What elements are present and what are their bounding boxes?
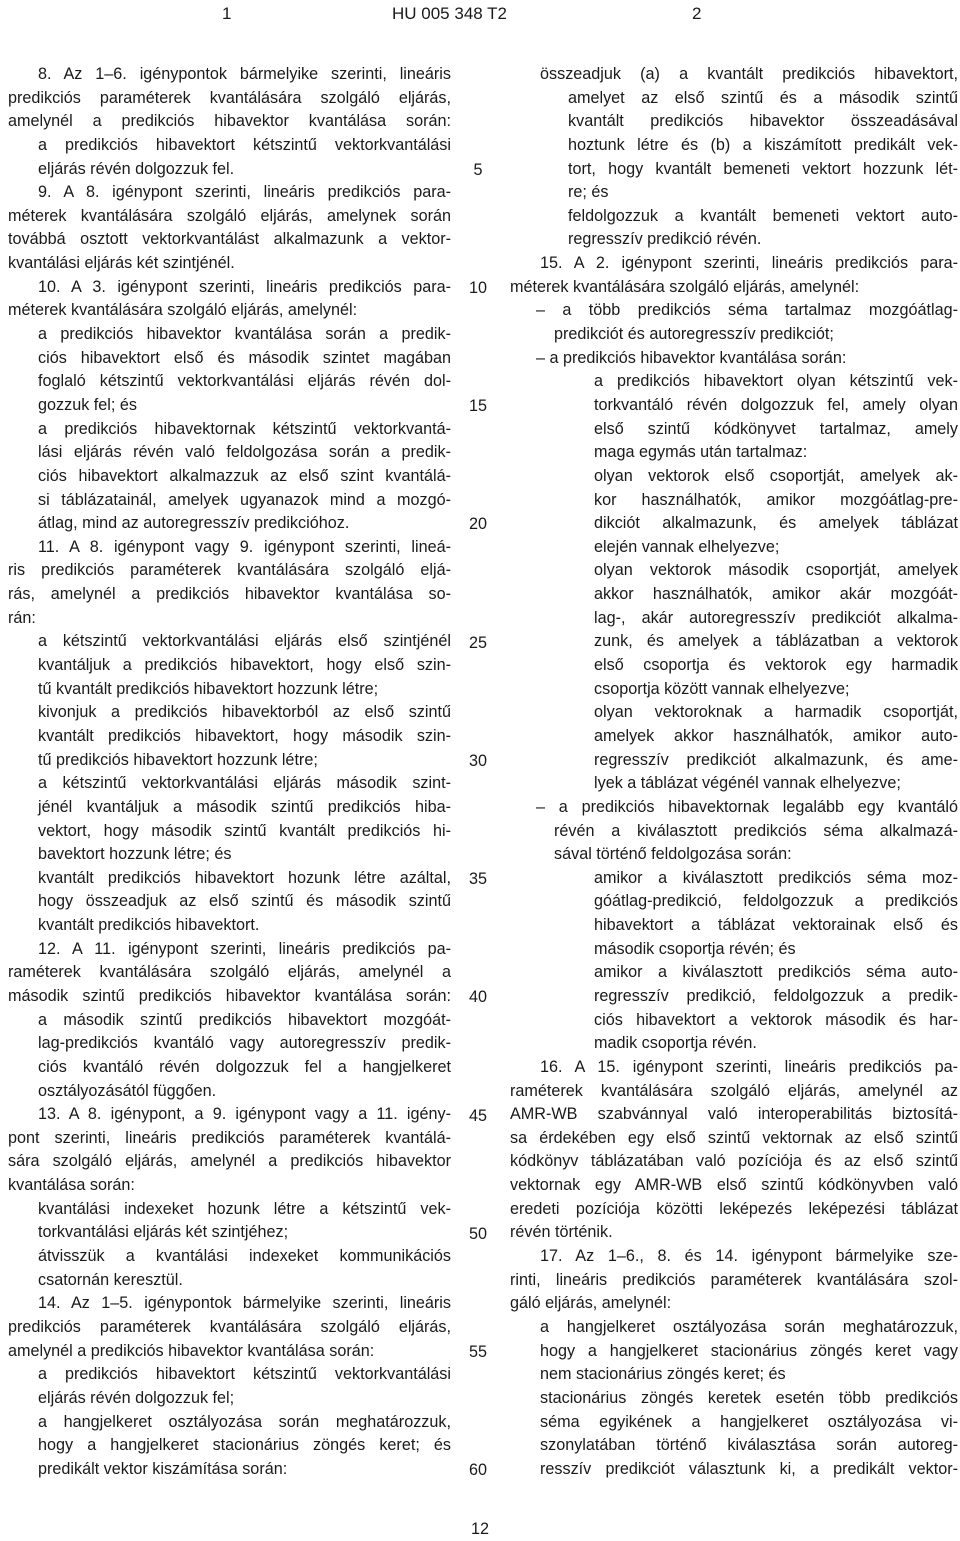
right-column-line: eredeti pozíciója közötti leképezés leképezési táblázat — [510, 1199, 958, 1218]
right-column-line: resszív predikciót választunk ki, a predikált vektor- — [540, 1459, 958, 1478]
line-number: 45 — [468, 1106, 487, 1125]
left-column-line: 13. A 8. igénypont, a 9. igénypont vagy a 11. igény- — [38, 1105, 451, 1124]
right-column-line: amikor a kiválasztott predikciós séma moz- — [594, 868, 958, 887]
right-column-line: amelyet az első szintű és a második szintű — [568, 88, 958, 107]
left-column-line: kvantálása során: — [8, 1176, 135, 1195]
left-column-line: csatornán keresztül. — [38, 1270, 183, 1289]
left-column-line: 12. A 11. igénypont szerinti, lineáris predikciós pa- — [38, 939, 451, 958]
left-column-line: predikált vektor kiszámítása során: — [38, 1459, 288, 1478]
right-column-line: révén történik. — [510, 1223, 613, 1242]
right-column-line: tort, hogy kvantált bemeneti vektort hozzunk lét- — [568, 159, 958, 178]
left-column-line: második szintű predikciós hibavektor kvantálása során: — [8, 986, 451, 1005]
left-column-line: 14. Az 1–5. igénypontok bármelyike szerinti, lineáris — [38, 1294, 451, 1313]
right-column-line: méterek kvantálására szolgáló eljárás, amelynél: — [510, 277, 860, 296]
left-text-column — [8, 63, 451, 1481]
line-number: 40 — [468, 988, 487, 1007]
right-column-line: rinti, lineáris predikciós paraméterek kvantálására szol- — [510, 1270, 958, 1289]
right-column-line: kor használhatók, amikor mozgóátlag-pre- — [594, 490, 958, 509]
left-column-line: méterek kvantálására szolgáló eljárás, amelynél: — [8, 301, 358, 320]
right-column-line: első csoportja és vektorok egy harmadik — [594, 656, 958, 675]
right-column-line: – a predikciós hibavektornak legalább egy kvantáló — [536, 797, 958, 816]
left-column-line: ciós kvantáló révén dolgozzuk fel a hangjelkeret — [38, 1057, 451, 1076]
right-column-line: – a predikciós hibavektor kvantálása során: — [536, 348, 847, 367]
right-column-line: 15. A 2. igénypont szerinti, lineáris predikciós para- — [540, 254, 958, 273]
right-column-line: a predikciós hibavektort olyan kétszintű vek- — [594, 372, 958, 391]
left-column-line: amelynél a predikciós hibavektor kvantálása során: — [8, 112, 451, 131]
line-number: 50 — [468, 1224, 487, 1243]
right-column-line: feldolgozzuk a kvantált bemeneti vektort auto- — [568, 206, 958, 225]
right-column-line: olyan vektorok második csoportját, amelyek — [594, 561, 958, 580]
right-column-line: maga egymás után tartalmaz: — [594, 443, 808, 462]
right-column-line: kvantált predikciós hibavektor összeadásával — [568, 112, 958, 131]
right-column-line: második csoportja révén; és — [594, 939, 796, 958]
left-column-line: rán: — [8, 608, 36, 627]
right-column-line: hibavektort a táblázat vektorainak első és — [594, 916, 958, 935]
left-column-line: a második szintű predikciós hibavektort mozgóát- — [38, 1010, 451, 1029]
right-column-line: ciós hibavektort a vektorok második és har- — [594, 1010, 958, 1029]
left-column-line: a predikciós hibavektort kétszintű vektorkvantálási — [38, 135, 451, 154]
left-column-line: eljárás révén dolgozzuk fel; — [38, 1388, 235, 1407]
left-column-line: lási eljárás révén való feldolgozása során a predik- — [38, 443, 451, 462]
right-column-line: raméterek kvantálására szolgáló eljárás, amelynél az — [510, 1081, 958, 1100]
right-column-line: gáló eljárás, amelynél: — [510, 1294, 672, 1313]
right-text-column — [510, 63, 958, 1481]
left-column-line: kvantálási eljárás két szintjénél. — [8, 254, 235, 273]
right-column-line: olyan vektoroknak a harmadik csoportját, — [594, 703, 958, 722]
left-column-line: vektort, hogy második szintű kvantált predikciós hi- — [38, 821, 451, 840]
right-column-line: kódkönyv táblázatában való pozíciója és az első szintű — [510, 1152, 958, 1171]
right-column-line: zunk, és amelyek a táblázatban a vektorok — [594, 632, 958, 651]
right-column-line: szonylatában történő kiválasztása során autoreg- — [540, 1436, 958, 1455]
left-column-line: a kétszintű vektorkvantálási eljárás második szint- — [38, 774, 451, 793]
left-column-line: kivonjuk a predikciós hibavektorból az első szintű — [38, 703, 451, 722]
left-column-line: bavektort hozzunk létre; és — [38, 845, 232, 864]
left-column-line: predikciós paraméterek kvantálására szolgáló eljárás, — [8, 1317, 451, 1336]
right-column-line: sa érdekében egy első szintű vektornak az első szintű — [510, 1128, 958, 1147]
right-column-line: a hangjelkeret osztályozása során meghatározzuk, — [540, 1317, 958, 1336]
left-column-line: ciós hibavektort alkalmazzuk az első szint kvantálá- — [38, 466, 451, 485]
right-column-line: predikciót és autoregresszív predikciót; — [554, 325, 834, 344]
line-number: 20 — [468, 515, 487, 534]
line-number: 25 — [468, 633, 487, 652]
left-column-line: 9. A 8. igénypont szerinti, lineáris predikciós para- — [38, 183, 451, 202]
left-column-line: méterek kvantálására szolgáló eljárás, amelynek során — [8, 206, 451, 225]
right-column-line: madik csoportja révén. — [594, 1034, 757, 1053]
header-page-left: 1 — [222, 4, 232, 23]
left-column-line: átlag, mind az autoregresszív predikcióhoz. — [38, 514, 350, 533]
left-column-line: tű predikciós hibavektort hozzunk létre; — [38, 750, 318, 769]
right-column-line: nem stacionárius zöngés keret; és — [540, 1365, 786, 1384]
left-column-line: 10. A 3. igénypont szerinti, lineáris predikciós para- — [38, 277, 451, 296]
right-column-line: AMR-WB szabvánnyal való interoperabilitás biztosítá- — [510, 1105, 958, 1124]
line-number: 15 — [468, 397, 487, 416]
left-column-line: eljárás révén dolgozzuk fel. — [38, 159, 235, 178]
left-column-line: a kétszintű vektorkvantálási eljárás első szintjénél — [38, 632, 451, 651]
left-column-line: si táblázatainál, amelyek ugyanazok mind a mozgó- — [38, 490, 451, 509]
header-document-id: HU 005 348 T2 — [392, 4, 507, 23]
right-column-line: 17. Az 1–6., 8. és 14. igénypont bármelyike sze- — [540, 1247, 958, 1266]
right-column-line: regresszív predikció, feldolgozzuk a predik- — [594, 986, 958, 1005]
left-column-line: a predikciós hibavektor kvantálása során a predik- — [38, 325, 451, 344]
right-column-line: stacionárius zöngés keretek esetén több predikciós — [540, 1388, 958, 1407]
right-column-line: összeadjuk (a) a kvantált predikciós hibavektort, — [540, 65, 958, 83]
left-column-line: jénél kvantáljuk a második szintű predikciós hiba- — [38, 797, 451, 816]
left-column-line: 8. Az 1–6. igénypontok bármelyike szerinti, lineáris — [38, 65, 451, 83]
left-column-line: raméterek kvantálására szolgáló eljárás, amelynél a — [8, 963, 451, 982]
right-column-line: regresszív predikciót alkalmazunk, és ame- — [594, 750, 958, 769]
left-column-line: foglaló kétszintű vektorkvantálási eljárás révén dol- — [38, 372, 451, 391]
left-column-line: predikciós paraméterek kvantálására szolgáló eljárás, — [8, 88, 451, 107]
left-column-line: lag-predikciós kvantáló vagy autoregresszív predik- — [38, 1034, 451, 1053]
right-column-line: csoportja között vannak elhelyezve; — [594, 679, 850, 698]
left-column-line: 11. A 8. igénypont vagy 9. igénypont szerinti, lineá- — [38, 537, 451, 556]
left-column-line: ris predikciós paraméterek kvantálására szolgáló eljá- — [8, 561, 451, 580]
right-column-line: – a több predikciós séma tartalmaz mozgóátlag- — [536, 301, 958, 320]
left-column-line: kvantált predikciós hibavektort. — [38, 916, 260, 935]
left-column-line: pont szerinti, lineáris predikciós paraméterek kvantálá- — [8, 1128, 451, 1147]
right-column-line: akkor használhatók, amikor akár mozgóát- — [594, 585, 958, 604]
right-column-line: sával történő feldolgozása során: — [554, 845, 792, 864]
right-column-line: vektornak egy AMR-WB első szintű kódkönyvben való — [510, 1176, 958, 1195]
right-column-line: góátlag-predikció, feldolgozzuk a predikciós — [594, 892, 958, 911]
left-column-line: sára szolgáló eljárás, amelynél a predikciós hibavektor — [8, 1152, 451, 1171]
left-column-line: átvisszük a kvantálási indexeket kommunikációs — [38, 1247, 451, 1266]
left-column-line: kvantált predikciós hibavektort hozunk létre azáltal, — [38, 868, 451, 887]
page-number-footer: 12 — [470, 1520, 489, 1538]
left-column-line: a predikciós hibavektort kétszintű vektorkvantálási — [38, 1365, 451, 1384]
right-column-line: első szintű kódkönyvet tartalmaz, amely — [594, 419, 958, 438]
right-column-line: elején vannak elhelyezve; — [594, 537, 780, 556]
right-column-line: hoztunk létre és (b) a kiszámított predikált vek- — [568, 135, 958, 154]
right-column-line: re; és — [568, 183, 609, 202]
right-column-line: lag-, akár autoregresszív predikciót alkalma- — [594, 608, 958, 627]
left-column-line: kvantált predikciós hibavektort, hogy második szin- — [38, 726, 451, 745]
right-column-line: lyek a táblázat végénél vannak elhelyezve; — [594, 774, 901, 793]
left-column-line: ciós hibavektort első és második szintet magában — [38, 348, 451, 367]
left-column-line: kvantálási indexeket hozunk létre a kétszintű vek- — [38, 1199, 451, 1218]
line-number: 35 — [468, 870, 487, 889]
line-number: 55 — [468, 1343, 487, 1362]
right-column-line: dikciót alkalmazunk, és amelyek táblázat — [594, 514, 958, 533]
line-number: 60 — [468, 1461, 487, 1480]
line-number: 30 — [468, 751, 487, 770]
right-column-line: révén a kiválasztott predikciós séma alkalmazá- — [554, 821, 958, 840]
left-column-line: a hangjelkeret osztályozása során meghatározzuk, — [38, 1412, 451, 1431]
left-column-line: torkvantálási eljárás két szintjéhez; — [38, 1223, 289, 1242]
header-page-right: 2 — [692, 4, 702, 23]
left-column-line: gozzuk fel; és — [38, 395, 137, 414]
right-column-line: regresszív predikció révén. — [568, 230, 762, 249]
left-column-line: amelynél a predikciós hibavektor kvantálása során: — [8, 1341, 375, 1360]
line-number: 10 — [468, 278, 487, 297]
left-column-line: hogy összeadjuk az első szintű és második szintű — [38, 892, 451, 911]
right-column-line: olyan vektorok első csoportját, amelyek ak- — [594, 466, 958, 485]
right-column-line: amikor a kiválasztott predikciós séma auto- — [594, 963, 958, 982]
right-column-line: torkvantáló révén dolgozzuk fel, amely olyan — [594, 395, 958, 414]
line-number: 5 — [473, 160, 483, 179]
left-column-line: osztályozásától függően. — [38, 1081, 217, 1100]
left-column-line: a predikciós hibavektornak kétszintű vektorkvantá- — [38, 419, 451, 438]
right-column-line: séma egyikének a hangjelkeret osztályozása vi- — [540, 1412, 958, 1431]
right-column-line: hogy a hangjelkeret stacionárius zöngés keret vagy — [540, 1341, 958, 1360]
right-column-line: amelyek akkor használhatók, amikor auto- — [594, 726, 958, 745]
left-column-line: továbbá osztott vektorkvantálást alkalmazunk a vektor- — [8, 230, 451, 249]
left-column-line: tű kvantált predikciós hibavektort hozzunk létre; — [38, 679, 379, 698]
right-column-line: 16. A 15. igénypont szerinti, lineáris predikciós pa- — [540, 1057, 958, 1076]
left-column-line: rás, amelynél a predikciós hibavektor kvantálása so- — [8, 585, 451, 604]
left-column-line: hogy a hangjelkeret stacionárius zöngés keret; és — [38, 1436, 451, 1455]
left-column-line: kvantáljuk a predikciós hibavektort, hogy első szin- — [38, 656, 451, 675]
